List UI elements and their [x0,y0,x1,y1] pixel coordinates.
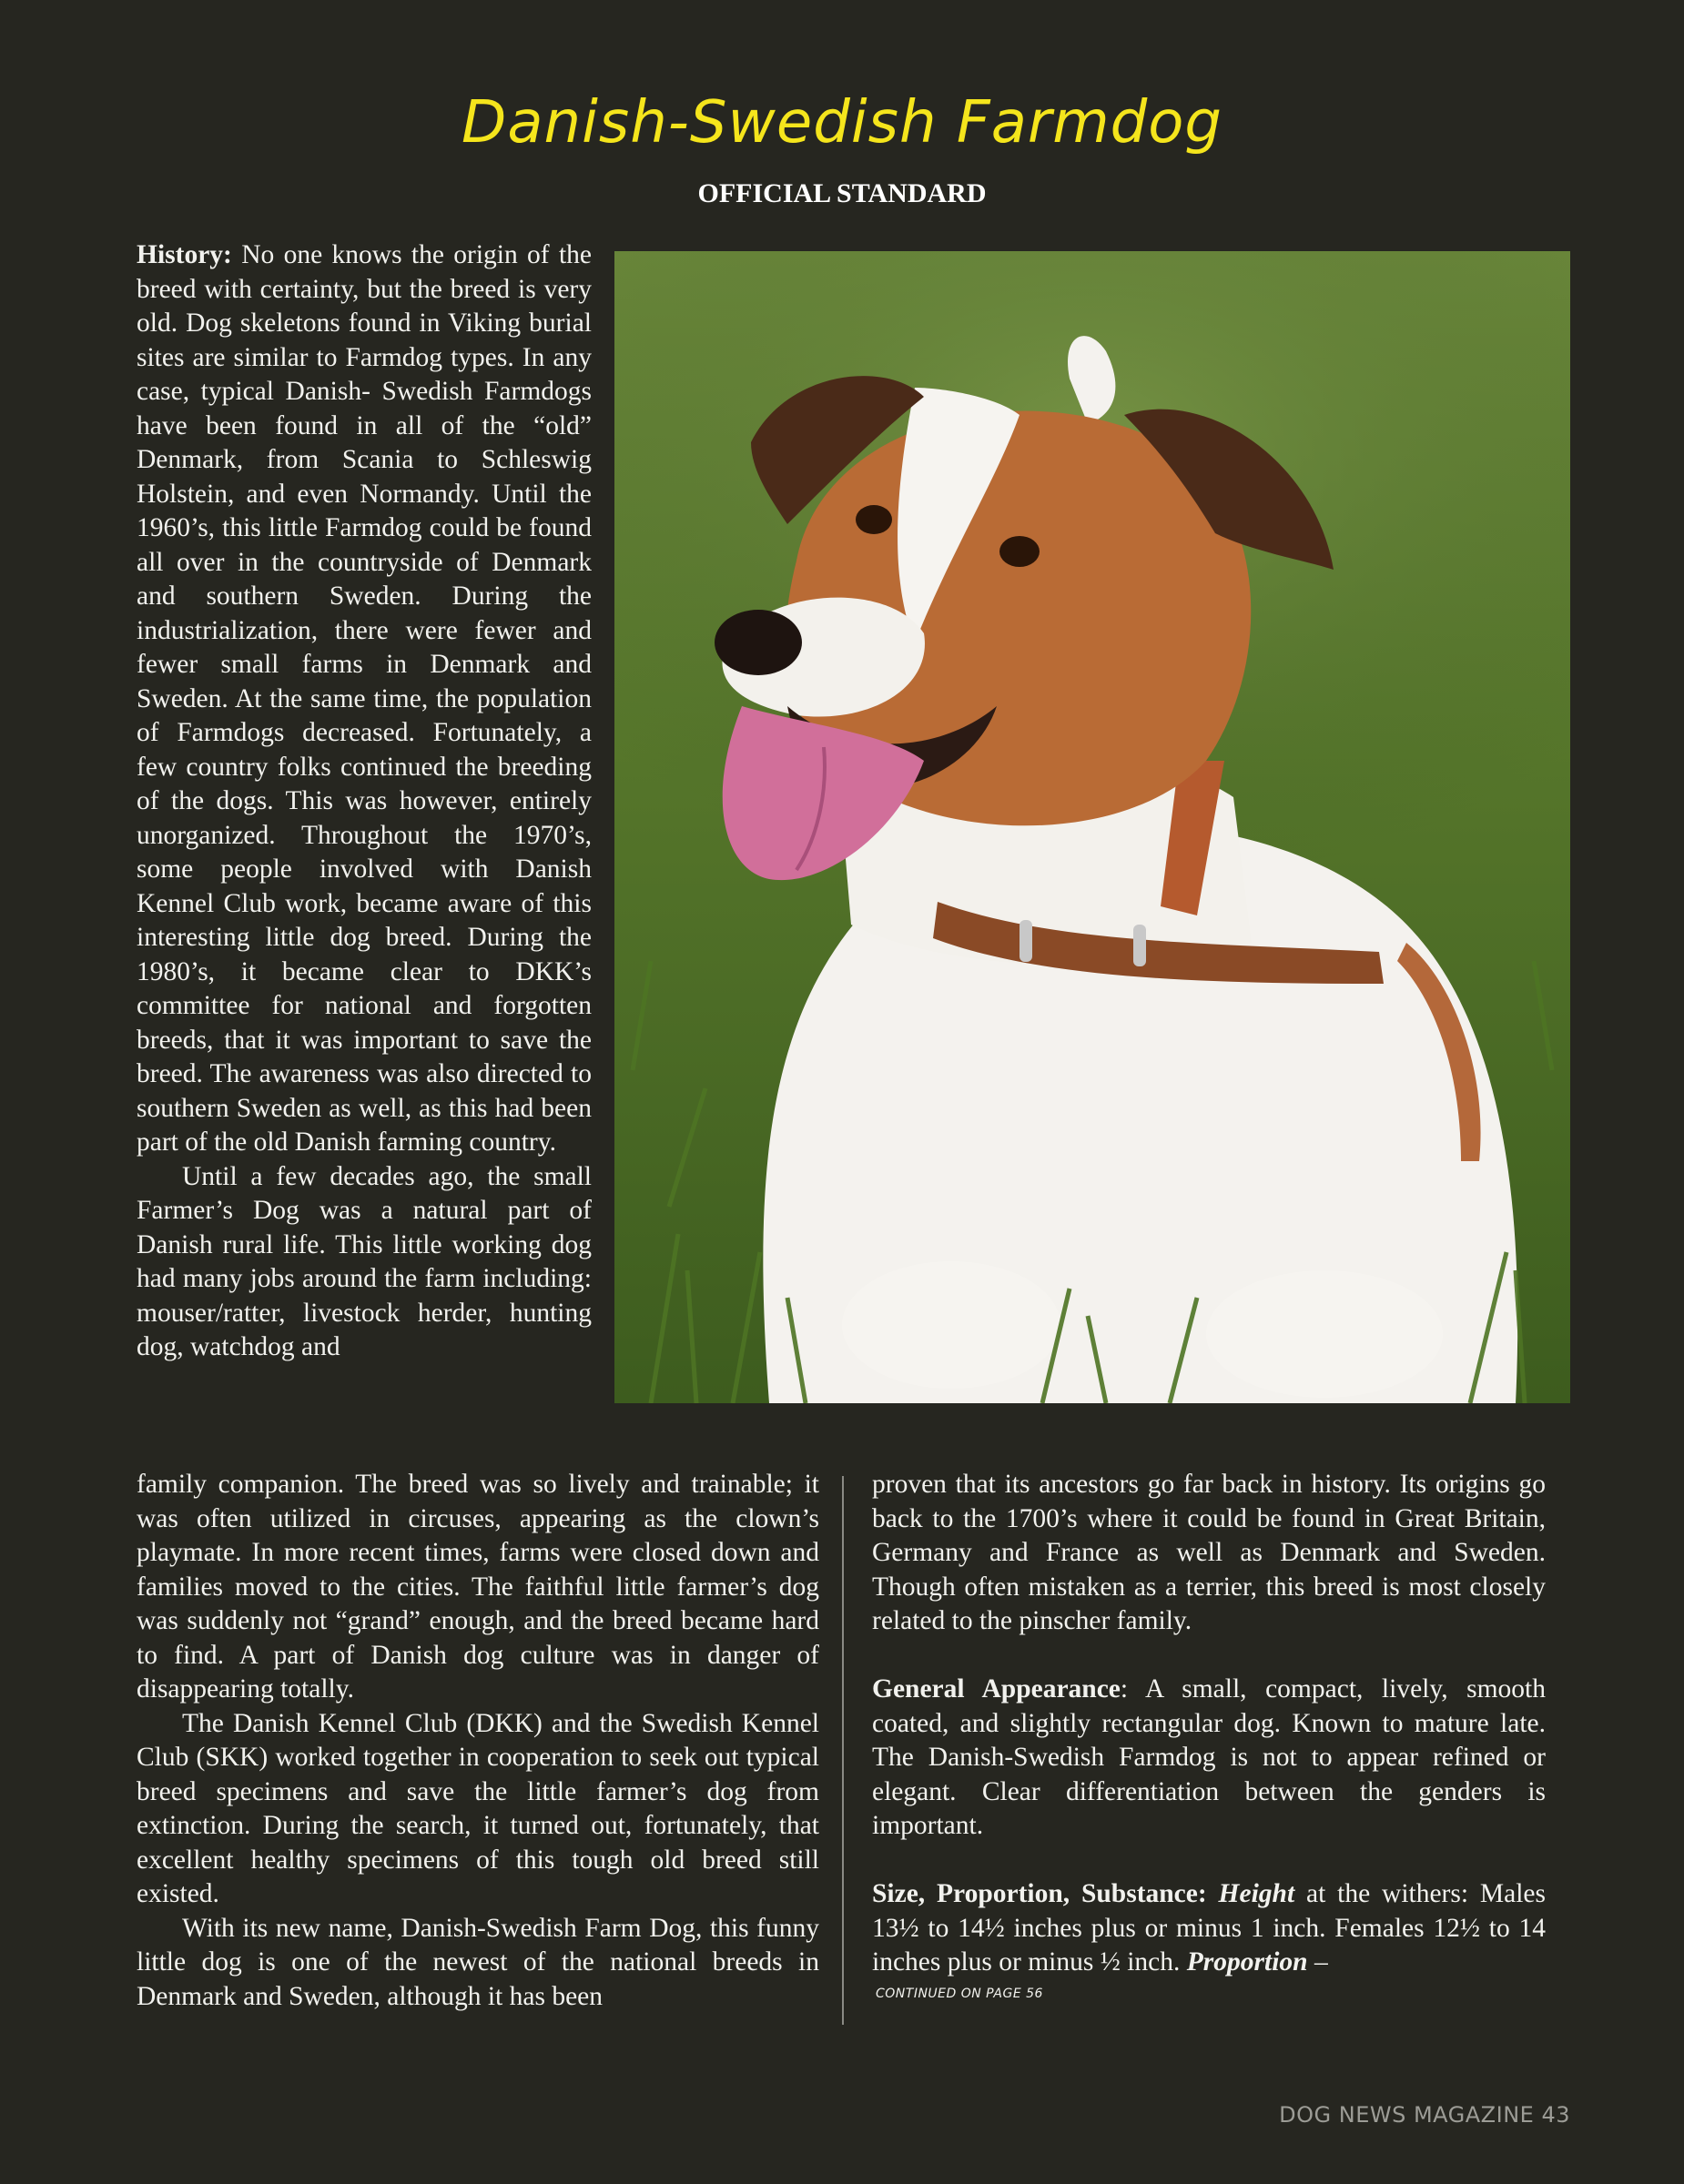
farmdog-illustration [614,251,1570,1403]
proportion-dash: – [1307,1947,1328,1977]
proportion-label: Proportion [1186,1947,1308,1977]
general-appearance-paragraph [872,1673,1546,1844]
history-text: No one knows the origin of the breed with certainty, but the breed is very old. Dog skeletons found in Viking burial sites are similar to Farmdog types. In any case, typical Danish- Swedish Farmdogs have been found in all of the “old” Denmark, from Scania to Schleswig Holstein, and even Normandy. Until the 1960’s, this little Farmdog could be found all over in the countryside of Denmark and southern Sweden. During the industrialization, there were fewer and fewer small farms in Denmark and Sweden. At the same time, the population of Farmdogs decreased. Fortunately, a few country folks continued the breeding of the dogs. This was however, entirely unorganized. Throughout the 1970’s, some people involved with Danish Kennel Club work, became aware of this interesting little dog breed. During the 1980’s, it became clear to DKK’s committee for national and forgotten breeds, that it was important to save the breed. The awareness was also directed to southern Sweden as well, as this had been part of the old Danish farming country. [137,240,593,1157]
ancestry-paragraph: proven that its ancestors go far back in history. Its origins go back to the 1700’s where it could be found in Great Britain, Germany and France as well as Denmark and Sweden. Though often mistaken as a terrier, this breed is most closely related to the pinscher family. [872,1470,1546,1635]
size-text: at the withers: Males 13½ to 14½ inches plus or minus 1 inch. Females 12½ to 14 inches plus or minus ½ inch. [872,1879,1546,1977]
general-appearance-text: : A small, compact, lively, smooth coated, and slightly rectangular dog. Known to mature late. The Danish-Swedish Farmdog is not to appear refined or elegant. Clear differentiation between the genders is important. [872,1674,1546,1840]
height-label: Height [1218,1879,1295,1908]
general-appearance-label: General Appearance [872,1674,1121,1704]
rural-life-paragraph: Until a few decades ago, the small Farmer’s Dog was a natural part of Danish rural life. This little working dog had many jobs around the farm including: mouser/ratter, livestock herder, hunting dog, watchdog and [137,1161,592,1361]
continued-note: CONTINUED ON PAGE 56 [876,1987,1043,2001]
history-column [137,238,592,1365]
size-paragraph [872,1877,1546,1980]
new-name-paragraph: With its new name, Danish-Swedish Farm Dog, this funny little dog is one of the newest of the national breeds in Denmark and Sweden, although it has been [137,1913,819,2011]
left-column [137,1468,819,2014]
right-column [872,1468,1546,1980]
history-label: History: [137,240,232,269]
dkk-skk-paragraph: The Danish Kennel Club (DKK) and the Swedish Kennel Club (SKK) worked together in cooperation to seek out typical breed specimens and save the little farmer’s dog from extinction. During the search, it turned out, fortunately, that excellent healthy specimens of this tough old breed still existed. [137,1708,819,1908]
article-title: Danish-Swedish Farmdog [462,89,1222,157]
article-subtitle: OFFICIAL STANDARD [697,178,987,208]
size-label: Size, Proportion, Substance: [872,1879,1207,1908]
rural-life-continued: family companion. The breed was so lively and trainable; it was often utilized in circuses, appearing as the clown’s playmate. In more recent times, farms were closed down and families moved to the cities. The faithful little farmer’s dog was suddenly not “grand” enough, and the breed became hard to find. A part of Danish dog culture was in danger of disappearing totally. [137,1470,819,1704]
history-paragraph [137,238,592,1160]
page-footer: DOG NEWS MAGAZINE 43 [1279,2102,1570,2128]
column-divider [842,1476,844,2025]
dog-photo [614,251,1570,1403]
